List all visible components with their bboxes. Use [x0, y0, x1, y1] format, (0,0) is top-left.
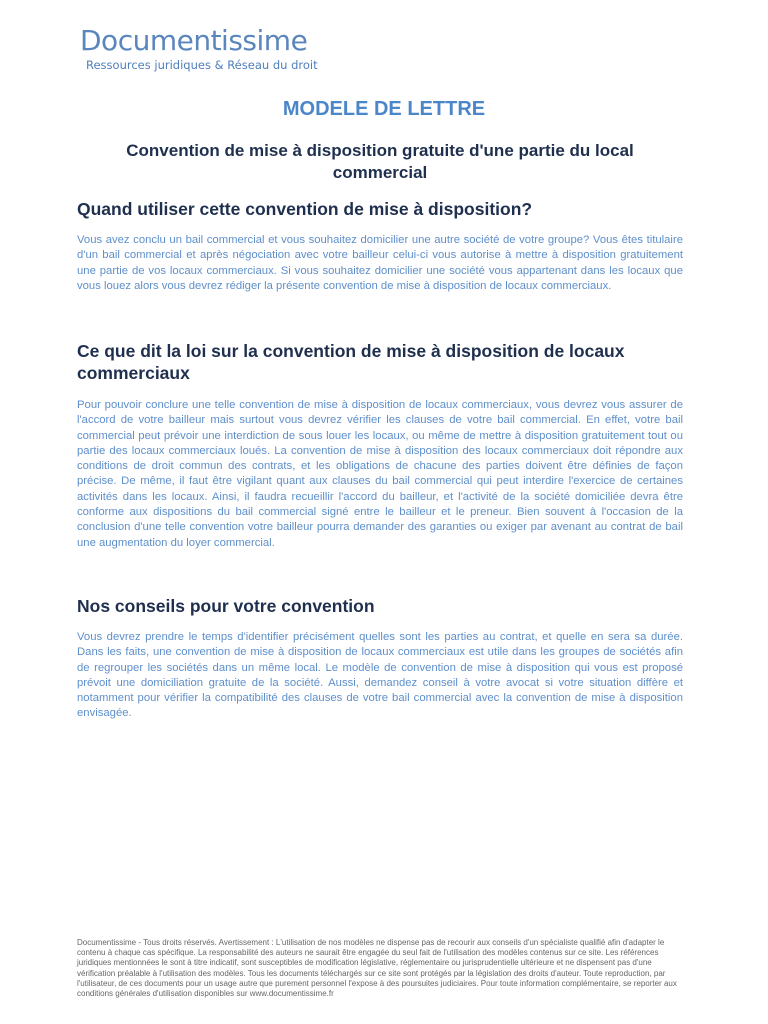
section-heading-advice: Nos conseils pour votre convention — [77, 596, 375, 616]
brand-tagline: Ressources juridiques & Réseau du droit — [86, 58, 318, 72]
section-heading-law: Ce que dit la loi sur la convention de mise à disposition de locaux commerciaux — [77, 341, 625, 383]
section-text-usage: Vous avez conclu un bail commercial et vous souhaitez domicilier une autre société de votre groupe? Vous êtes titulaire d'un bail commercial et après négociation avec votre bailleur celui-ci vous autorise à mettre à disposition gratuitement une partie de vos locaux commerciaux. Si vous souhaitez domicilier une société vous appartenant dans les locaux que vous louez alors vous devrez rédiger la présente convention de mise à disposition de locaux commerciaux. — [77, 234, 683, 292]
document-title: MODELE DE LETTRE — [282, 98, 486, 120]
footer-disclaimer: Documentissime - Tous droits réservés. Avertissement : L'utilisation de nos modèles ne dispense pas de recourir aux conseils d'un spécialiste qualifié afin d'adapter le contenu à chaque cas spécifique. La responsabilité des auteurs ne saurait être engagée du seul fait de l'utilisation des modèles contenus sur ce site. Les références juridiques mentionnées le sont à titre indicatif, sont susceptibles de modification législative, réglementaire ou jurisprudentielle ultérieure et ne dispensent pas d'une vérification préalable à l'utilisation des modèles. Tous les documents téléchargés sur ce site sont protégés par la législation des droits d'auteur. Toute reproduction, par l'utilisateur, de ces documents pour un usage autre que purement personnel l'expose à des poursuites judiciaires. Pour toute information complémentaire, se reporter aux conditions générales d'utilisation disponibles sur www.documentissime.fr — [77, 938, 677, 999]
document-subtitle: Convention de mise à disposition gratuite d'une partie du local commercial — [126, 141, 634, 182]
section-text-advice: Vous devrez prendre le temps d'identifier précisément quelles sont les parties au contrat, et quelle en sera sa durée. Dans les faits, une convention de mise à disposition de locaux commerciaux est utile dans les groupes de sociétés afin de regrouper les sociétés dans un même local. Le modèle de convention de mise à disposition qui vous est proposé prévoit une domiciliation gratuite de la société. Aussi, demandez conseil à votre avocat si votre situation diffère et notamment pour vérifier la compatibilité des clauses de votre bail commercial avec la convention de mise à disposition envisagée. — [77, 631, 683, 720]
section-text-law: Pour pouvoir conclure une telle convention de mise à disposition de locaux commerciaux, vous devrez vous assurer de l'accord de votre bailleur mais surtout vous devrez vérifier les clauses de votre bail commercial. En effet, votre bail commercial peut prévoir une interdiction de sous louer les locaux, ou même de mettre à disposition gratuitement tout ou partie des locaux commerciaux loués. La convention de mise à disposition des locaux commerciaux doit répondre aux conditions de droit commun des contrats, et les obligations de chacune des parties doivent être définies de façon précise. De même, il faut être vigilant quant aux clauses du bail commercial qui peut interdire l'exercice de certaines activités dans les locaux. Ainsi, il faudra recueillir l'accord du bailleur, et l'activité de la société domiciliée devra être conforme aux dispositions du bail commercial signé entre le bailleur et le preneur. Bien souvent à l'occasion de la conclusion d'une telle convention votre bailleur pourra demander des garanties ou exiger par avenant au contrat de bail une augmentation du loyer commercial. — [77, 399, 683, 549]
brand-name: Documentissime — [80, 24, 308, 57]
brand-logo — [80, 24, 318, 72]
section-heading-usage: Quand utiliser cette convention de mise à disposition? — [77, 199, 533, 219]
